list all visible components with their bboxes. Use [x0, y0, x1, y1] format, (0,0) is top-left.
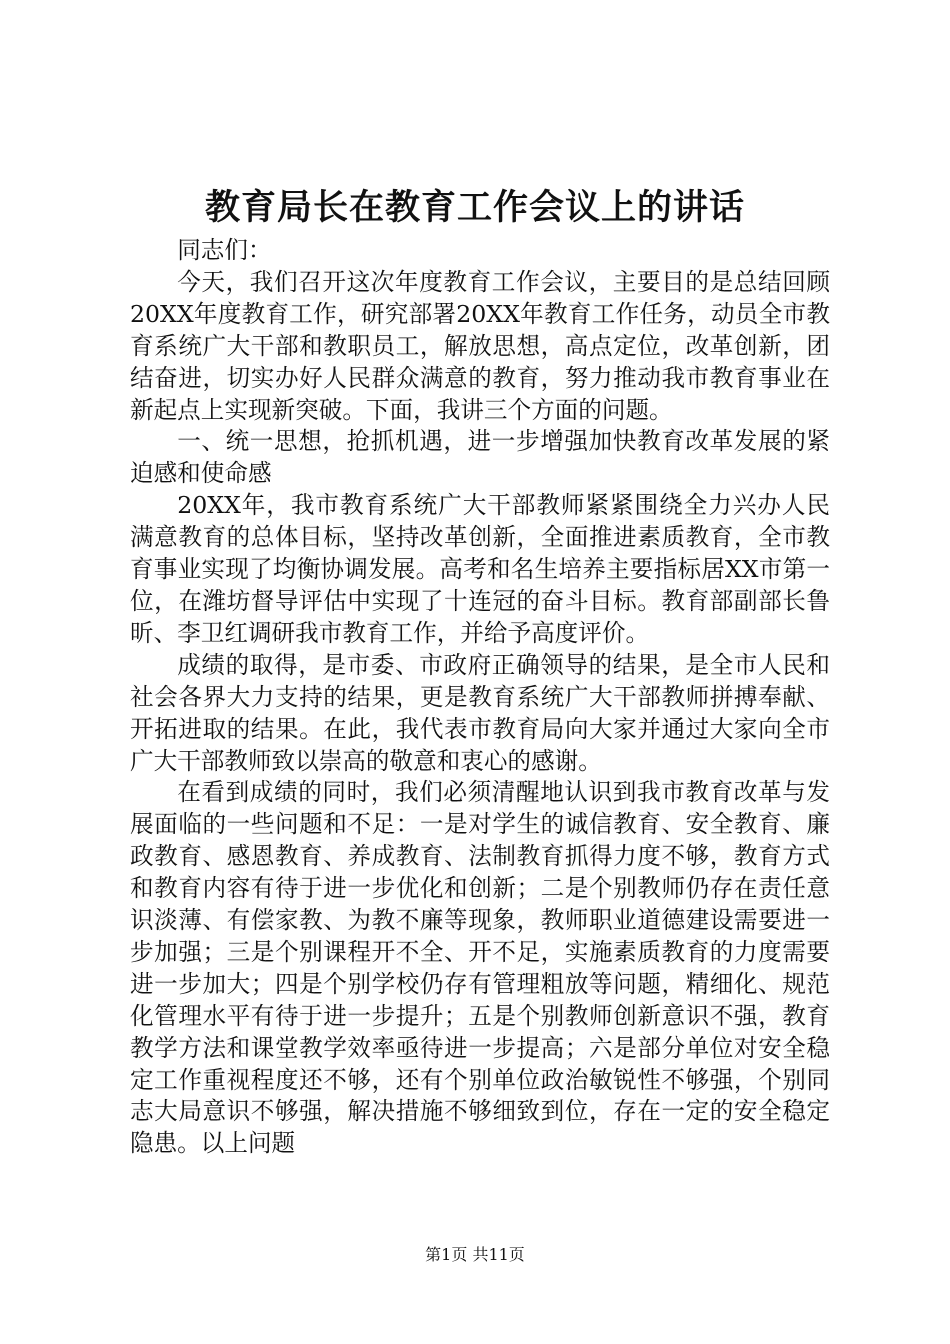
document-title: 教育局长在教育工作会议上的讲话	[204, 187, 745, 228]
problems-paragraph: 在看到成绩的同时，我们必须清醒地认识到我市教育改革与发展面临的一些问题和不足：一是对学生的诚信教育、安全教育、廉政教育、感恩教育、养成教育、法制教育抓得力度不够，教育方式和教育内容有待于进一步优化和创新；二是个别教师仍存在责任意识淡薄、有偿家教、为教不廉等现象，教师职业道德建设需要进一步加强；三是个别课程开不全、开不足，实施素质教育的力度需要进一步加大；四是个别学校仍存有管理粗放等问题，精细化、规范化管理水平有待于进一步提升；五是个别教师创新意识不强，教育教学方法和课堂教学效率亟待进一步提高；六是部分单位对安全稳定工作重视程度还不够，还有个别单位政治敏锐性不够强，个别同志大局意识不够强，解决措施不够细致到位，存在一定的安全稳定隐患。以上问题	[130, 778, 830, 1158]
achievements-paragraph: 20XX年，我市教育系统广大干部教师紧紧围绕全力兴办人民满意教育的总体目标，坚持改革创新，全面推进素质教育，全市教育事业实现了均衡协调发展。高考和名生培养主要指标居XX市第一位，在潍坊督导评估中实现了十连冠的奋斗目标。教育部副部长鲁昕、李卫红调研我市教育工作，并给予高度评价。	[130, 491, 830, 647]
intro-paragraph: 今天，我们召开这次年度教育工作会议，主要目的是总结回顾20XX年度教育工作，研究部署20XX年教育工作任务，动员全市教育系统广大干部和教职员工，解放思想，高点定位，改革创新，团结奋进，切实办好人民群众满意的教育，努力推动我市教育事业在新起点上实现新突破。下面，我讲三个方面的问题。	[130, 267, 830, 424]
page-number: 第1页 共11页	[425, 1245, 525, 1264]
document-body	[130, 235, 830, 1160]
salutation-paragraph: 同志们：	[177, 236, 272, 264]
thanks-paragraph: 成绩的取得，是市委、市政府正确领导的结果，是全市人民和社会各界大力支持的结果，更是教育系统广大干部教师拼搏奉献、开拓进取的结果。在此，我代表市教育局向大家并通过大家向全市广大干部教师致以崇高的敬意和衷心的感谢。	[130, 650, 830, 775]
section-heading-1: 一、统一思想，抢抓机遇，进一步增强加快教育改革发展的紧迫感和使命感	[130, 427, 830, 488]
